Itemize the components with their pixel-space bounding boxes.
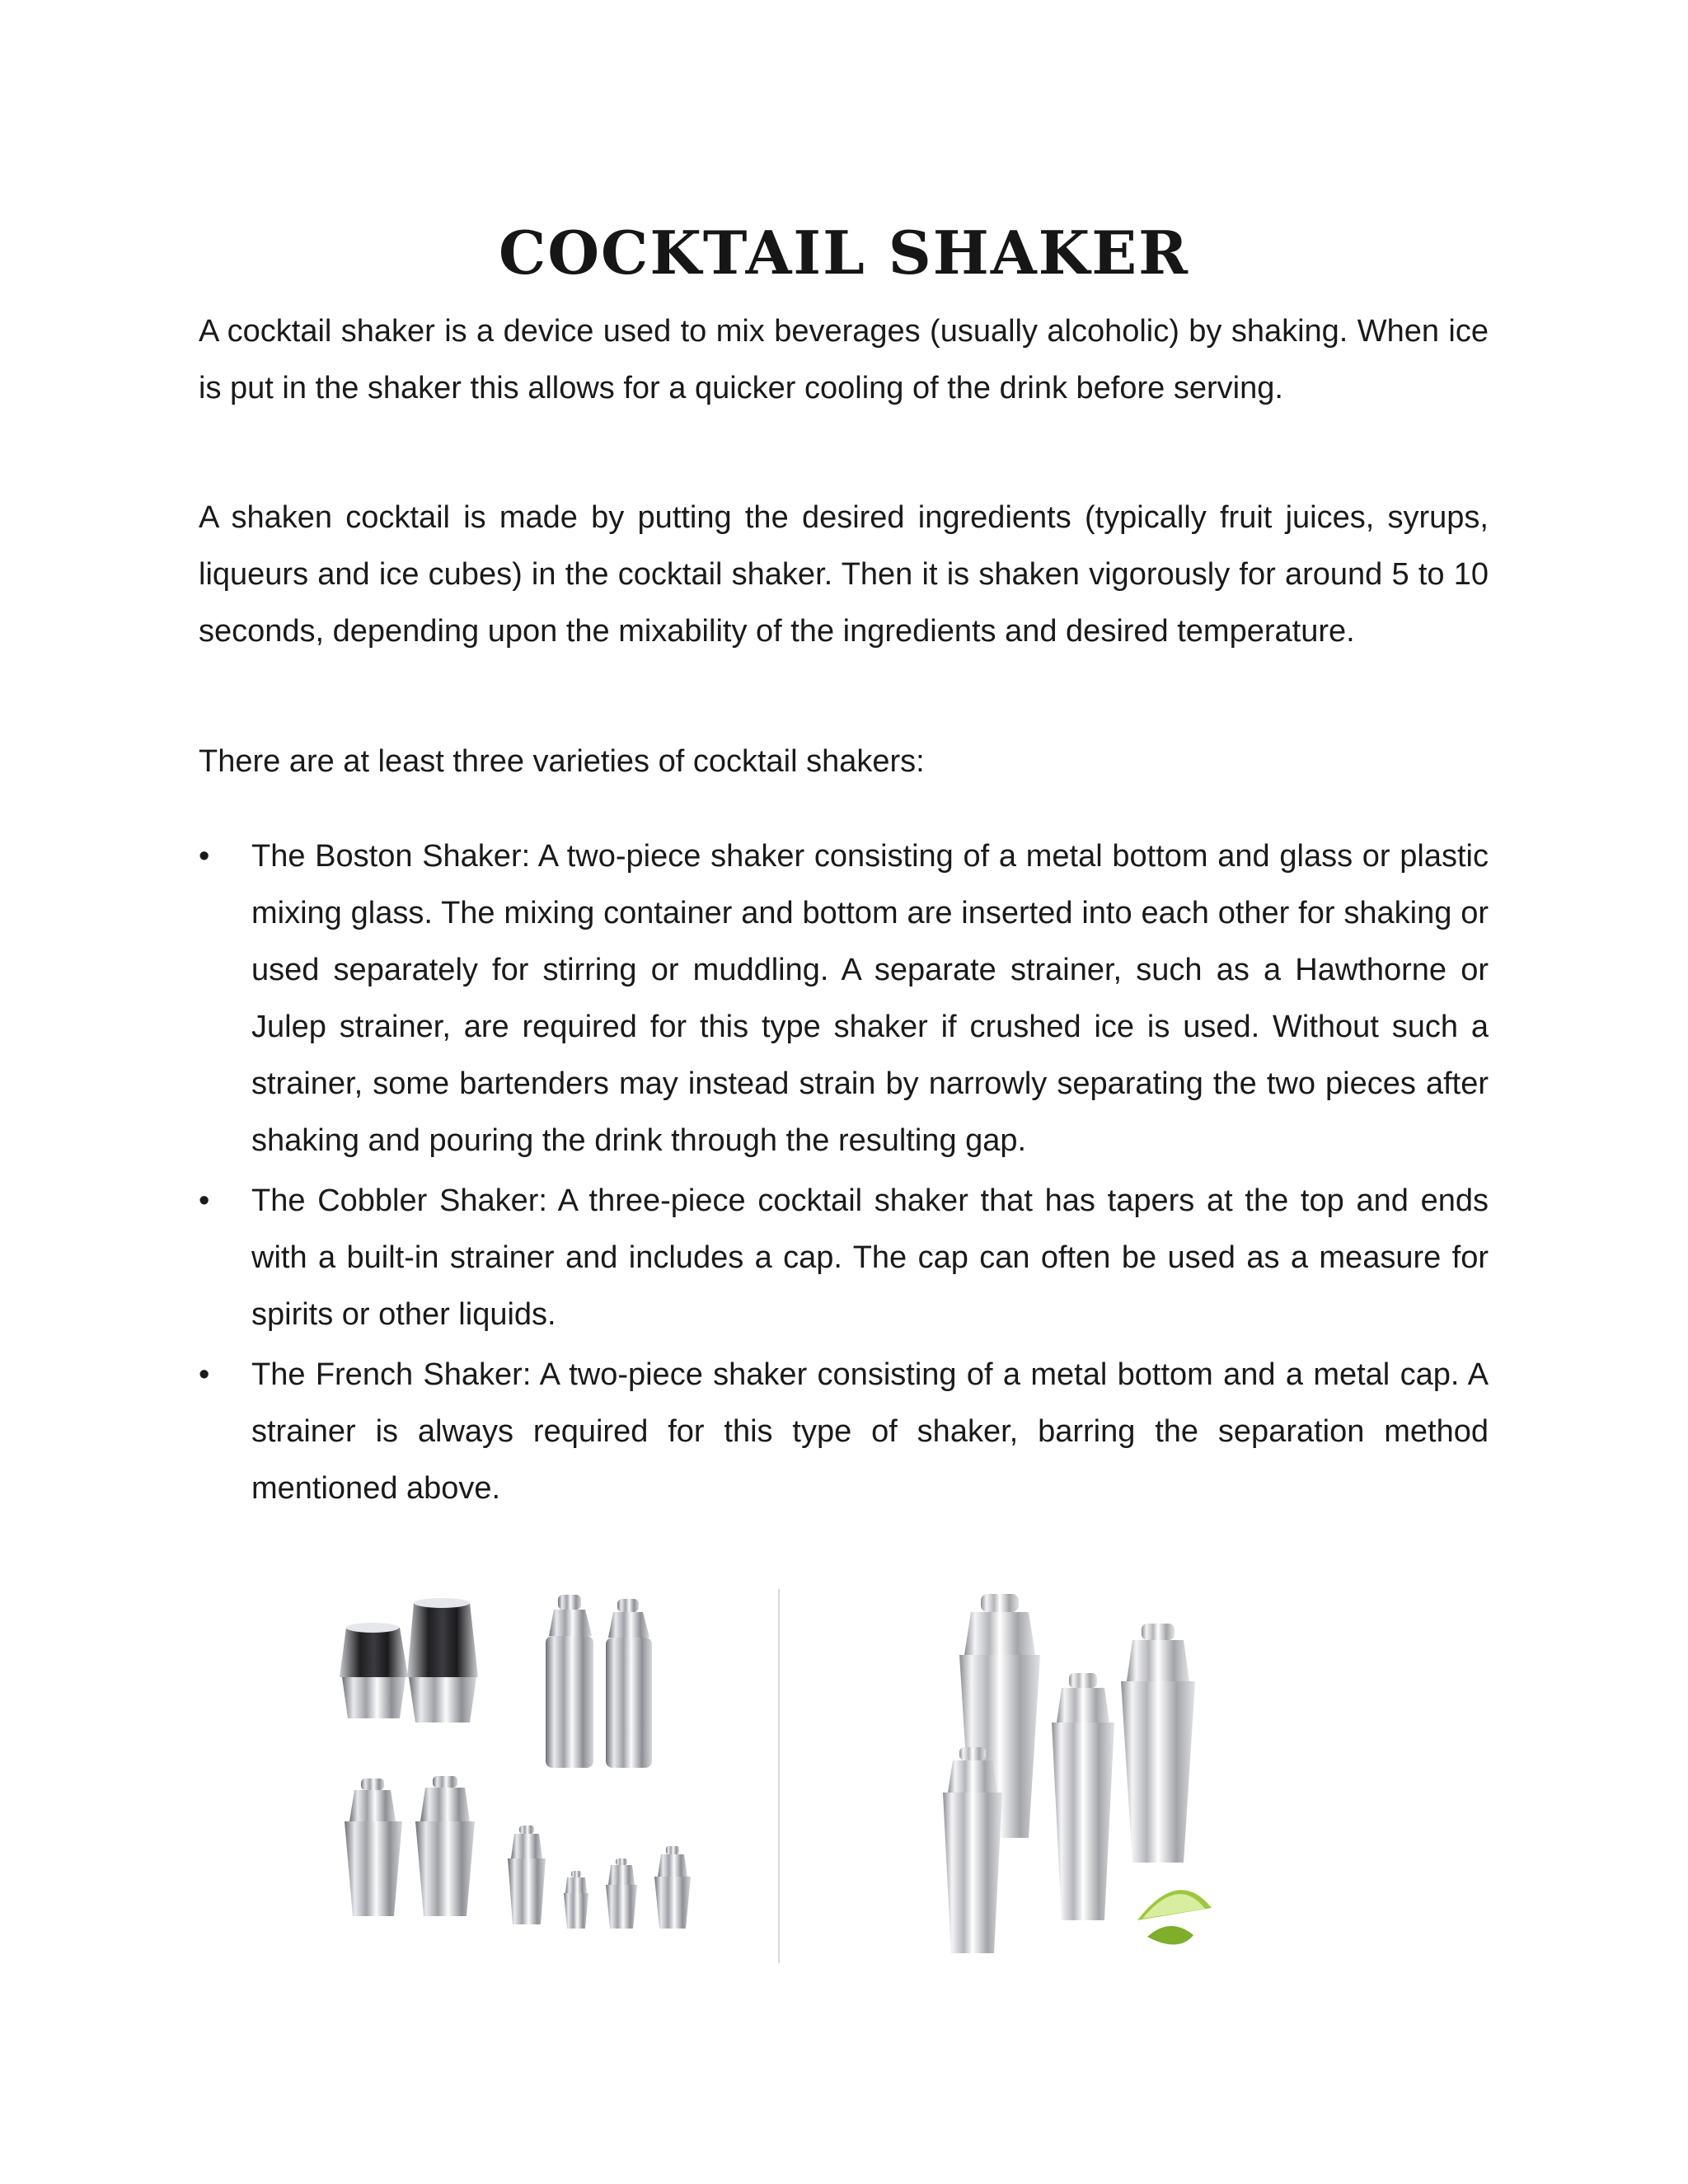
- document-title: COCKTAIL SHAKER: [499, 218, 1189, 288]
- bullet-icon: •: [199, 839, 210, 874]
- shaker-varieties-list: [199, 828, 1489, 1521]
- list-item-boston-shaker: [199, 828, 1489, 1169]
- bullet-icon: •: [199, 1183, 210, 1218]
- varieties-intro-paragraph: There are at least three varieties of cocktail shakers:: [199, 744, 925, 779]
- shaker-assortment-photo: [321, 1586, 771, 1949]
- list-item-french-shaker: [199, 1347, 1489, 1517]
- image-divider: [778, 1589, 780, 1963]
- list-item-cobbler-shaker: [199, 1173, 1489, 1343]
- list-item-text: The Boston Shaker: A two-piece shaker consisting of a metal bottom and glass or plastic mixing glass. The mixing container and bottom are inserted into each other for shaking or used separately for stirring or muddling. A separate strainer, such as a Hawthorne or Julep strainer, are required for this type shaker if crushed ice is used. Without such a strainer, some bartenders may instead strain by narrowly separating the two pieces after shaking and pouring the drink through the resulting gap.: [251, 839, 1489, 1158]
- cobbler-shaker-set-photo: [931, 1591, 1261, 1961]
- intro-paragraph: A cocktail shaker is a device used to mix beverages (usually alcoholic) by shaking. When ice is put in the shaker this allows for a quicker cooling of the drink before serving.: [199, 314, 1489, 405]
- list-item-text: The Cobbler Shaker: A three-piece cocktail shaker that has tapers at the top and ends with a built-in strainer and includes a cap. The cap can often be used as a measure for spirits or other liquids.: [251, 1183, 1489, 1332]
- bullet-icon: •: [199, 1357, 210, 1392]
- shaken-cocktail-paragraph: A shaken cocktail is made by putting the desired ingredients (typically fruit juices, syrups, liqueurs and ice cubes) in the cocktail shaker. Then it is shaken vigorously for around 5 to 10 seconds, depending upon the mixability of the ingredients and desired temperature.: [199, 500, 1489, 649]
- list-item-text: The French Shaker: A two-piece shaker consisting of a metal bottom and a metal cap. A strainer is always required for this type of shaker, barring the separation method mentioned above.: [251, 1357, 1489, 1506]
